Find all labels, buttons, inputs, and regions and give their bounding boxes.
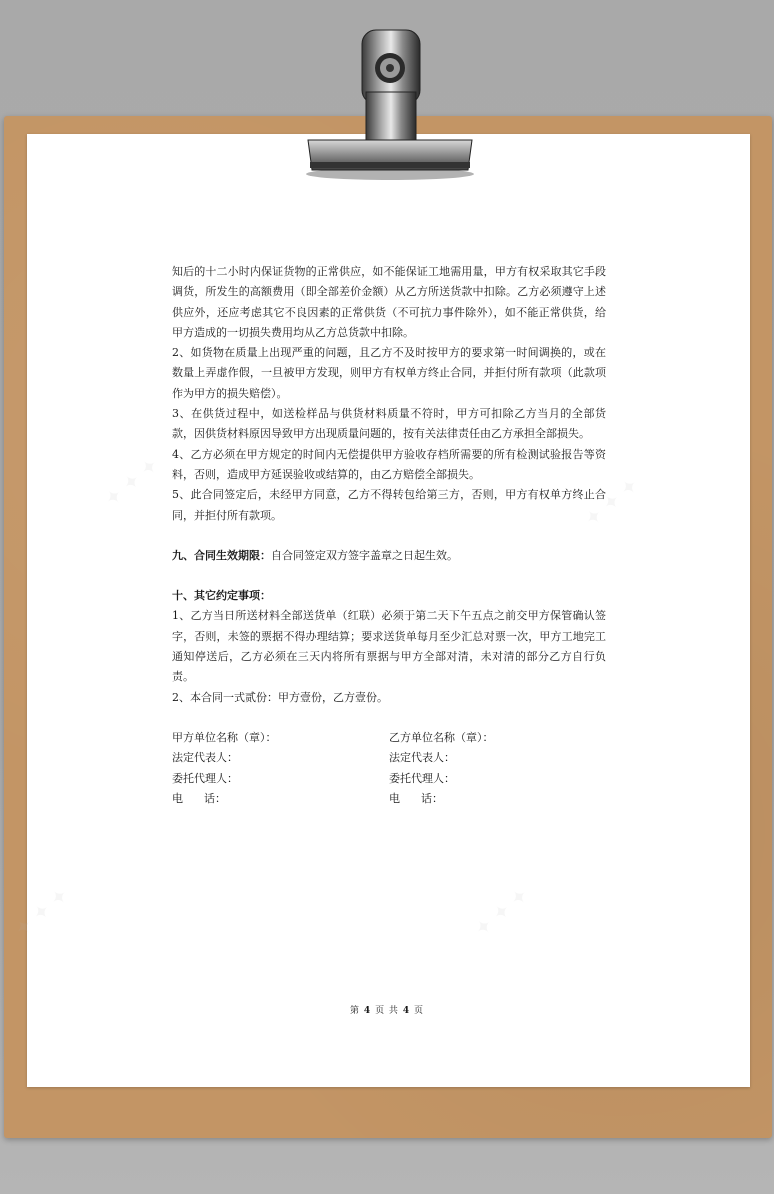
section-9-title: 九、合同生效期限：: [172, 548, 271, 562]
party-b-phone: 电 话：: [389, 791, 443, 805]
section-10-item: 1、乙方当日所送材料全部送货单（红联）必须于第二天下午五点之前交甲方保管确认签字，否则，未签的票据不得办理结算；要求送货单每月至少汇总对票一次，甲方工地完工通知停送后，乙方必须在三天内将所有票据与甲方全部对清，未对清的部分乙方自行负责。: [172, 609, 606, 684]
document-body: [172, 262, 606, 809]
clause-paragraph: 5、此合同签定后，未经甲方同意，乙方不得转包给第三方，否则，甲方有权单方终止合同，并拒付所有款项。: [172, 488, 606, 522]
page-number-prefix: 第: [350, 1006, 361, 1016]
clause-paragraph: 3、在供货过程中，如送检样品与供货材料质量不符时，甲方可扣除乙方当月的全部货款，因供货材料原因导致甲方出现质量问题的，按有关法律责任由乙方承担全部损失。: [172, 407, 606, 441]
party-b-legal-rep: 法定代表人：: [389, 751, 455, 765]
party-a-agent: 委托代理人：: [172, 771, 238, 785]
party-b-unit: 乙方单位名称（章）：: [389, 730, 494, 744]
watermark: ✦ ✦ ✦: [469, 882, 534, 942]
section-9: [172, 546, 606, 566]
party-b-agent: 委托代理人：: [389, 771, 455, 785]
page-number: [0, 1003, 774, 1016]
page-number-total: 4: [402, 1006, 411, 1016]
party-a-unit: 甲方单位名称（章）：: [172, 730, 277, 744]
section-9-text: 自合同签定双方签字盖章之日起生效。: [271, 548, 458, 562]
clause-paragraph: 4、乙方必须在甲方规定的时间内无偿提供甲方验收存档所需要的所有检测试验报告等资料，否则，造成甲方延误验收或结算的，由乙方赔偿全部损失。: [172, 447, 606, 481]
clause-paragraph: 知后的十二小时内保证货物的正常供应，如不能保证工地需用量，甲方有权采取其它手段调货，所发生的高额费用（即全部差价金额）从乙方所送货款中扣除。乙方必须遵守上述供应外，还应考虑其它不良因素的正常供货（不可抗力事件除外），如不能正常供货，给甲方造成的一切损失费用均从乙方总货款中扣除。: [172, 265, 606, 339]
page-number-middle: 页 共: [375, 1006, 399, 1016]
binder-clip-icon: [300, 22, 480, 182]
page-number-current: 4: [363, 1006, 372, 1016]
page-number-suffix: 页: [413, 1006, 424, 1016]
party-a-legal-rep: 法定代表人：: [172, 751, 238, 765]
watermark: ✦ ✦ ✦: [579, 472, 644, 532]
section-10-title: 十、其它约定事项：: [172, 589, 271, 603]
watermark: ✦ ✦ ✦: [9, 882, 74, 942]
signature-block: [172, 728, 606, 809]
party-a-phone: 电 话：: [172, 791, 226, 805]
section-10-item: 2、本合同一式贰份：甲方壹份，乙方壹份。: [172, 690, 388, 704]
clause-paragraph: 2、如货物在质量上出现严重的问题，且乙方不及时按甲方的要求第一时间调换的，或在数量上弄虚作假，一旦被甲方发现，则甲方有权单方终止合同，并拒付所有款项（此款项作为甲方的损失赔偿）。: [172, 346, 606, 400]
watermark: ✦ ✦ ✦: [99, 452, 164, 512]
